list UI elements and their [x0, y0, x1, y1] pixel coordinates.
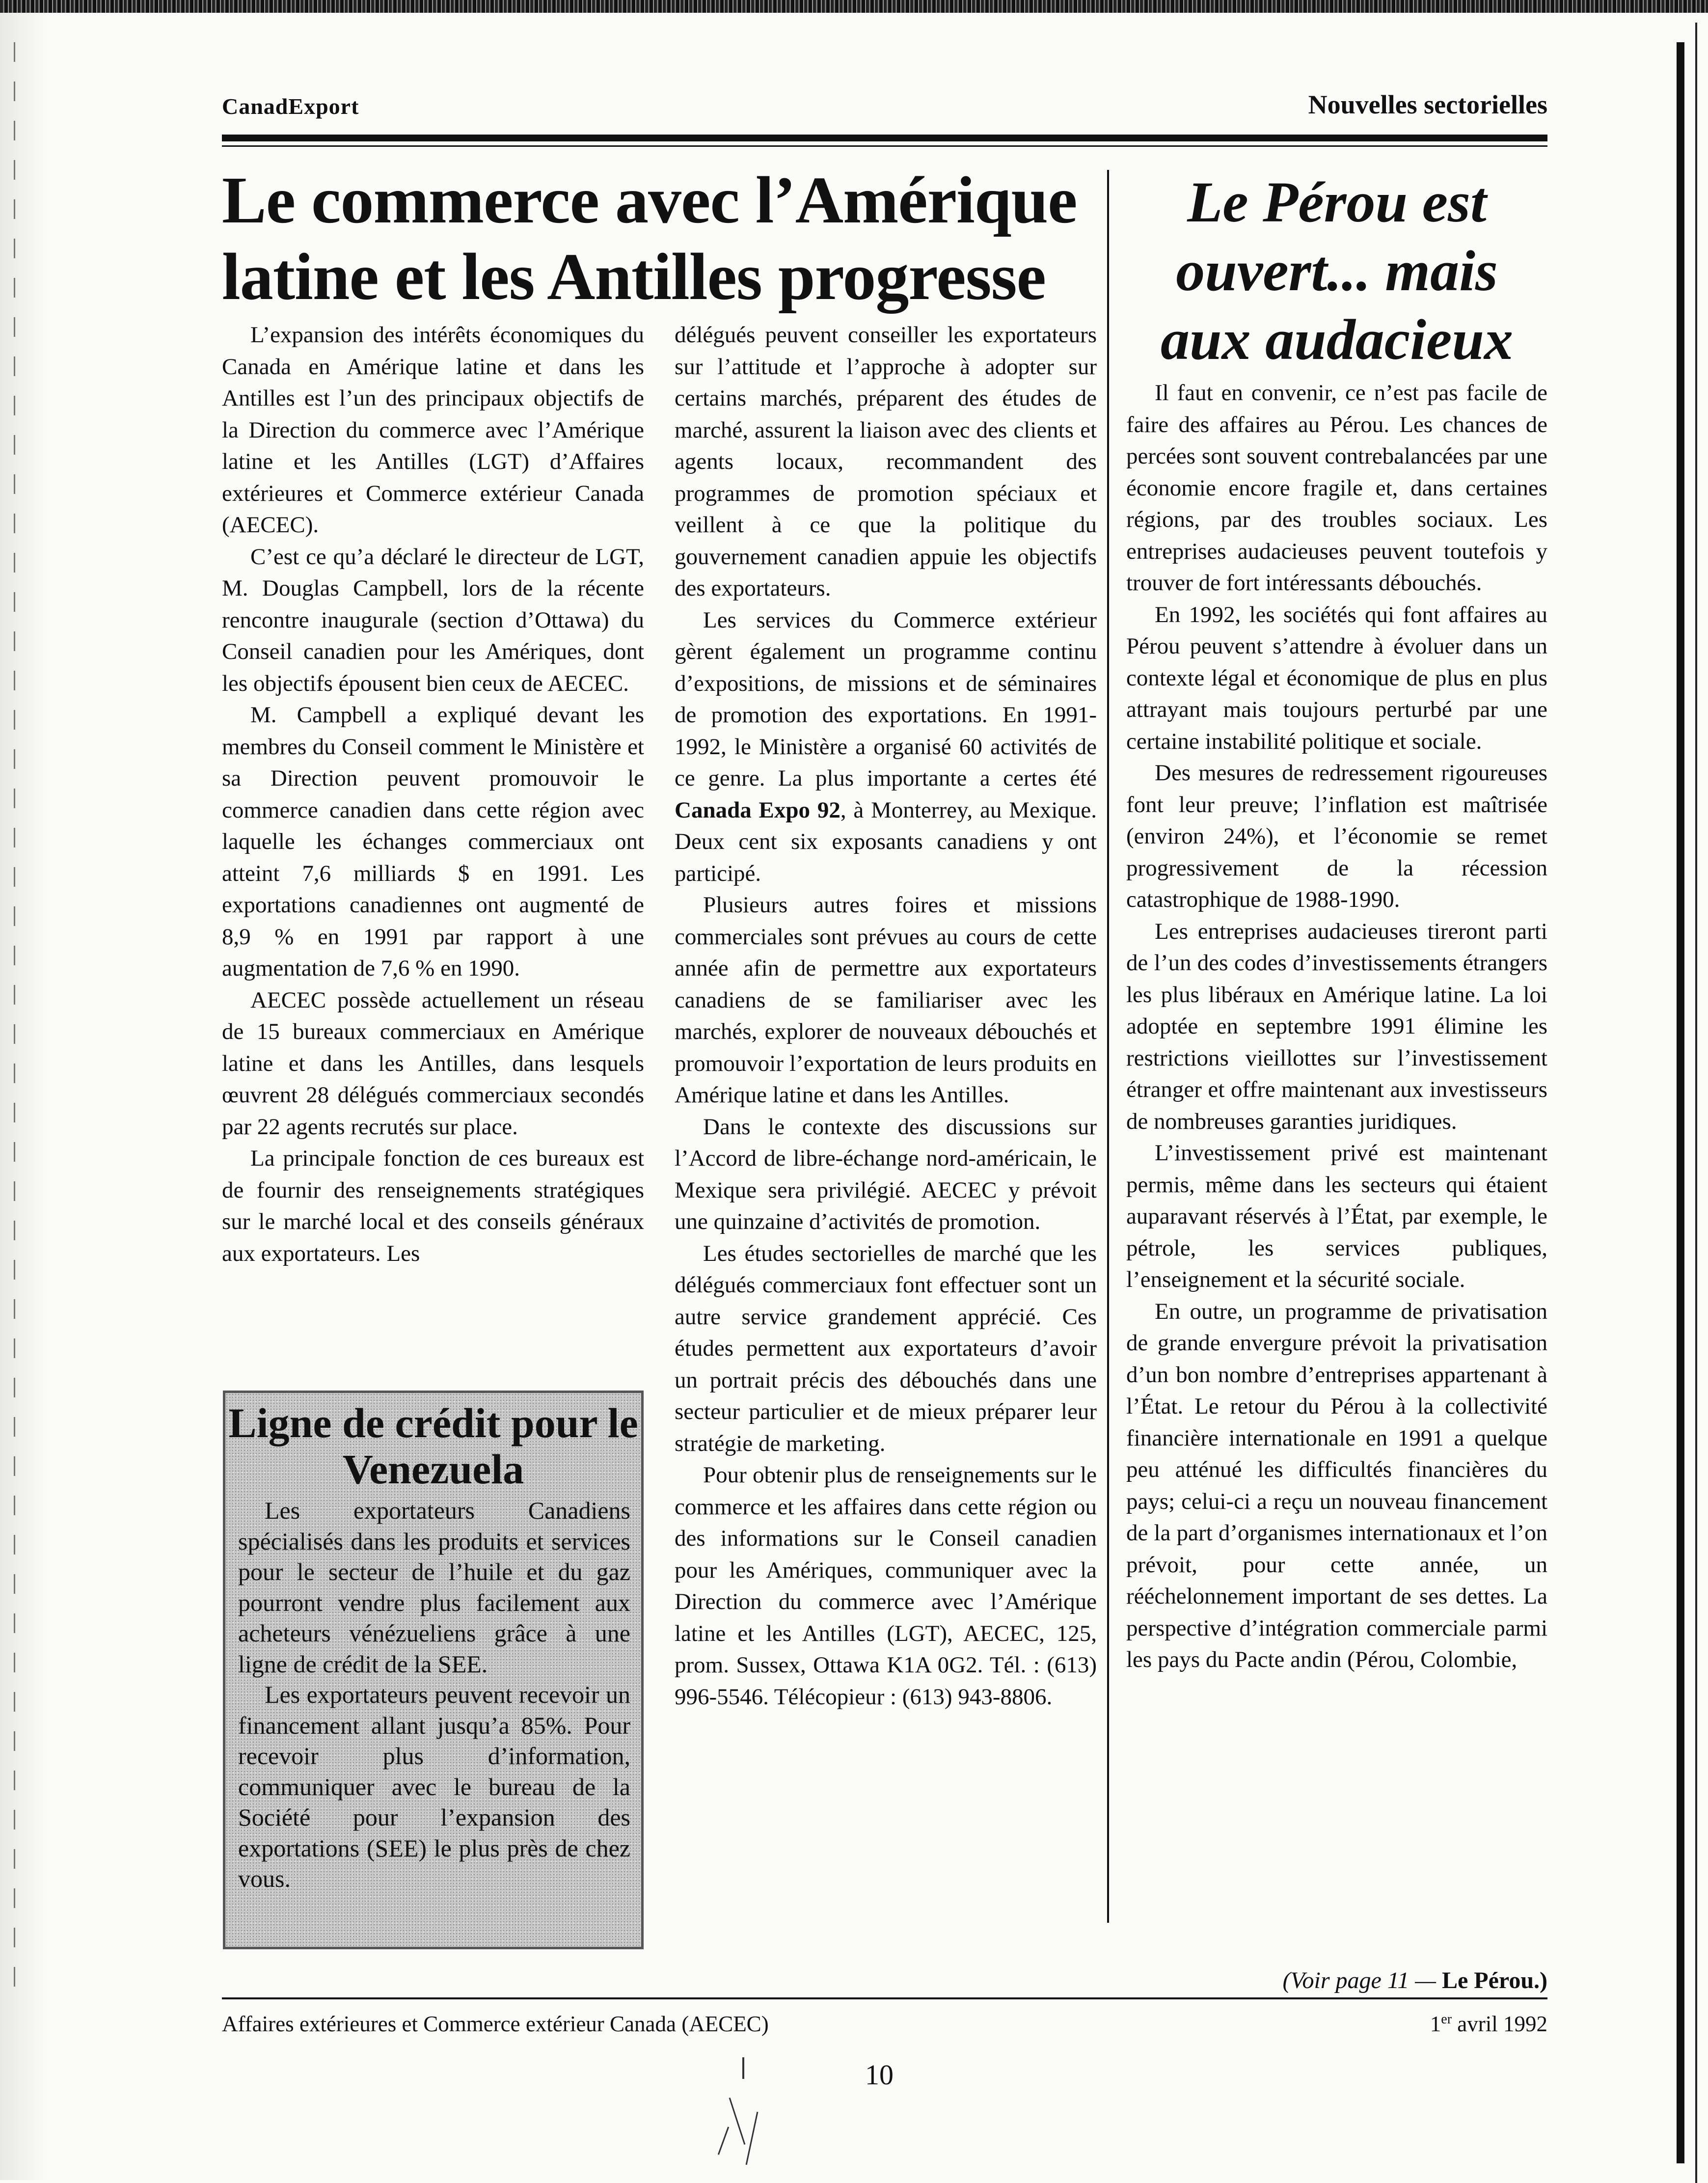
- paragraph: Dans le contexte des discussions sur l’Accord de libre-échange nord-américain, le Mexique sera privilégié. AECEC y prévoit une quinzaine d’activités de promotion.: [675, 1114, 1097, 1234]
- scan-mark: [742, 2057, 744, 2079]
- scan-edge-right: [1674, 13, 1708, 2180]
- paragraph: La principale fonction de ces bureaux est de fournir des renseignements stratégiques sur le marché local et des conseils généraux aux exportateurs. Les: [222, 1146, 644, 1266]
- continued-article-name: Le Pérou.): [1441, 1967, 1547, 1993]
- main-headline: Le commerce avec l’Amérique latine et les Antilles progresse: [222, 164, 1077, 314]
- paragraph: [675, 604, 1097, 890]
- box-body: [225, 1495, 641, 1894]
- date-month-year: avril 1992: [1452, 2012, 1547, 2036]
- date-ordinal: er: [1441, 2012, 1452, 2027]
- box-title: Ligne de crédit pour le Venezuela: [228, 1399, 638, 1493]
- paragraph: Pour obtenir plus de renseignements sur le commerce et les affaires dans cette région ou des informations sur le Conseil canadien pour les Amériques, communiquer avec la Direction du commerce avec l’Amérique latine et les Antilles (LGT), AECEC, 125, prom. Sussex, Ottawa K1A 0G2. Tél. : (613) 996-5546. Télécopieur : (613) 943-8806.: [675, 1462, 1097, 1710]
- footer-publisher: Affaires extérieures et Commerce extérieur Canada (AECEC): [222, 2012, 769, 2036]
- page-number: 10: [865, 2059, 894, 2091]
- scan-mark: [746, 2112, 759, 2165]
- paragraph: En outre, un programme de privatisation de grande envergure prévoit la privatisation d’un bon nombre d’entreprises appartenant à l’État. Le retour du Pérou à la collectivité financière internationale en 1991 a quelque peu atténué les difficultés financières du pays; celui-ci a reçu un nouveau financement de la part d’organismes internationaux et l’on prévoit, pour cette année, un rééchelonnement important de ses dettes. La perspective d’intégration commerciale parmi les pays du Pacte andin (Pérou, Colombie,: [1126, 1298, 1547, 1672]
- header-rule-thin: [222, 145, 1547, 147]
- paragraph: Les entreprises audacieuses tireront parti de l’un des codes d’investissements étrangers les plus libéraux en Amérique latine. La loi adoptée en septembre 1991 élimine les restrictions vieillottes sur l’investissement étranger et offre maintenant aux investisseurs de nombreuses garanties juridiques.: [1126, 918, 1547, 1134]
- paragraph: Les exportateurs peuvent recevoir un financement allant jusqu’a 85%. Pour recevoir plus d’information, communiquer avec le bureau de la Société pour l’expansion des exportations (SEE) le plus près de chez vous.: [238, 1681, 630, 1892]
- paragraph: L’expansion des intérêts économiques du Canada en Amérique latine et dans les Antilles est l’un des principaux objectifs de la Direction du commerce avec l’Amérique latine et les Antilles (LGT) d’Affaires extérieures et Commerce extérieur Canada (AECEC).: [222, 322, 644, 538]
- scan-edge-left: [0, 13, 49, 2180]
- date-day: 1: [1430, 2012, 1441, 2036]
- paragraph: délégués peuvent conseiller les exportateurs sur l’attitude et l’approche à adopter sur certains marchés, préparent des études de marché, assurent la liaison avec des clients et agents locaux, recommandent des programmes de promotion spéciaux et veillent à ce que la politique du gouvernement canadien appuie les objectifs des exportateurs.: [675, 322, 1097, 601]
- scan-mark: [729, 2098, 746, 2145]
- paragraph: L’investissement privé est maintenant permis, même dans les secteurs qui étaient auparavant réservés à l’État, par exemple, le pétrole, les services publiques, l’enseignement et la sécurité sociale.: [1126, 1140, 1547, 1292]
- continuation-reference[interactable]: [1126, 1967, 1547, 1994]
- main-article-column-2: [675, 319, 1097, 1713]
- section-name: Nouvelles sectorielles: [1308, 90, 1547, 119]
- footer-rule: [222, 1997, 1547, 1999]
- paragraph: AECEC possède actuellement un réseau de 15 bureaux commerciaux en Amérique latine et dans les Antilles, dans lesquels œuvrent 28 délégués commerciaux secondés par 22 agents recrutés sur place.: [222, 987, 644, 1140]
- text-run: Les services du Commerce extérieur gèrent également un programme continu d’expositions, de missions et de séminaires de promotion des exportations. En 1991-1992, le Ministère a organisé 60 activités de ce genre. La plus importante a certes été: [675, 607, 1097, 791]
- main-article-column-1: [222, 319, 644, 1269]
- paragraph: Les exportateurs Canadiens spécialisés dans les produits et services pour le secteur de l’huile et du gaz pourront vendre plus facilement aux acheteurs vénézueliens grâce à une ligne de crédit de la SEE.: [238, 1497, 630, 1678]
- paragraph: Plusieurs autres foires et missions commerciales sont prévues au cours de cette année afin de permettre aux exportateurs canadiens de se familiariser avec les marchés, explorer de nouveaux débouchés et promouvoir l’exportation de leurs produits en Amérique latine et dans les Antilles.: [675, 892, 1097, 1108]
- peru-headline: Le Pérou est ouvert... mais aux audacieux: [1161, 170, 1513, 372]
- publication-name: CanadExport: [222, 94, 359, 119]
- venezuela-credit-box: [223, 1391, 644, 1949]
- scan-mark: [718, 2127, 729, 2155]
- peru-article-column: [1126, 377, 1547, 1676]
- scan-edge-top: [0, 0, 1708, 13]
- text-run: , à Monterrey, au Mexique. Deux cent six exposants canadiens y ont participé.: [675, 797, 1097, 886]
- event-name: Canada Expo 92: [675, 797, 840, 823]
- paragraph: Des mesures de redressement rigoureuses font leur preuve; l’inflation est maîtrisée (environ 24%), et l’économie se remet progressivement de la récession catastrophique de 1988-1990.: [1126, 760, 1547, 912]
- continued-page-ref: (Voir page 11 —: [1282, 1967, 1436, 1993]
- paragraph: Les études sectorielles de marché que les délégués commerciaux font effectuer sont un autre service grandement apprécié. Ces études permettent aux exportateurs d’avoir un portrait précis des débouchés dans une secteur particulier et de mieux préparer leur stratégie de marketing.: [675, 1240, 1097, 1456]
- paragraph: Il faut en convenir, ce n’est pas facile de faire des affaires au Pérou. Les chances de percées sont souvent contrebalancées par une économie encore fragile et, dans certaines régions, par des troubles sociaux. Les entreprises audacieuses peuvent toutefois y trouver de fort intéressants débouchés.: [1126, 380, 1547, 596]
- running-head: [222, 84, 1547, 124]
- paragraph: En 1992, les sociétés qui font affaires au Pérou peuvent s’attendre à évoluer dans un contexte légal et économique de plus en plus attrayant mais toujours perturbé par une certaine instabilité politique et sociale.: [1126, 601, 1547, 754]
- header-rule-thick: [222, 135, 1547, 141]
- paragraph: M. Campbell a expliqué devant les membres du Conseil comment le Ministère et sa Direction peuvent promouvoir le commerce canadien dans cette région avec laquelle les échanges commerciaux ont atteint 7,6 milliards $ en 1991. Les exportations canadiennes ont augmenté de 8,9 % en 1991 par rapport à une augmentation de 7,6 % en 1990.: [222, 702, 644, 981]
- paragraph: C’est ce qu’a déclaré le directeur de LGT, M. Douglas Campbell, lors de la récente rencontre inaugurale (section d’Ottawa) du Conseil canadien pour les Amériques, dont les objectifs épousent bien ceux de AECEC.: [222, 544, 644, 696]
- column-divider: [1107, 170, 1109, 1923]
- footer-date: [1430, 2011, 1547, 2037]
